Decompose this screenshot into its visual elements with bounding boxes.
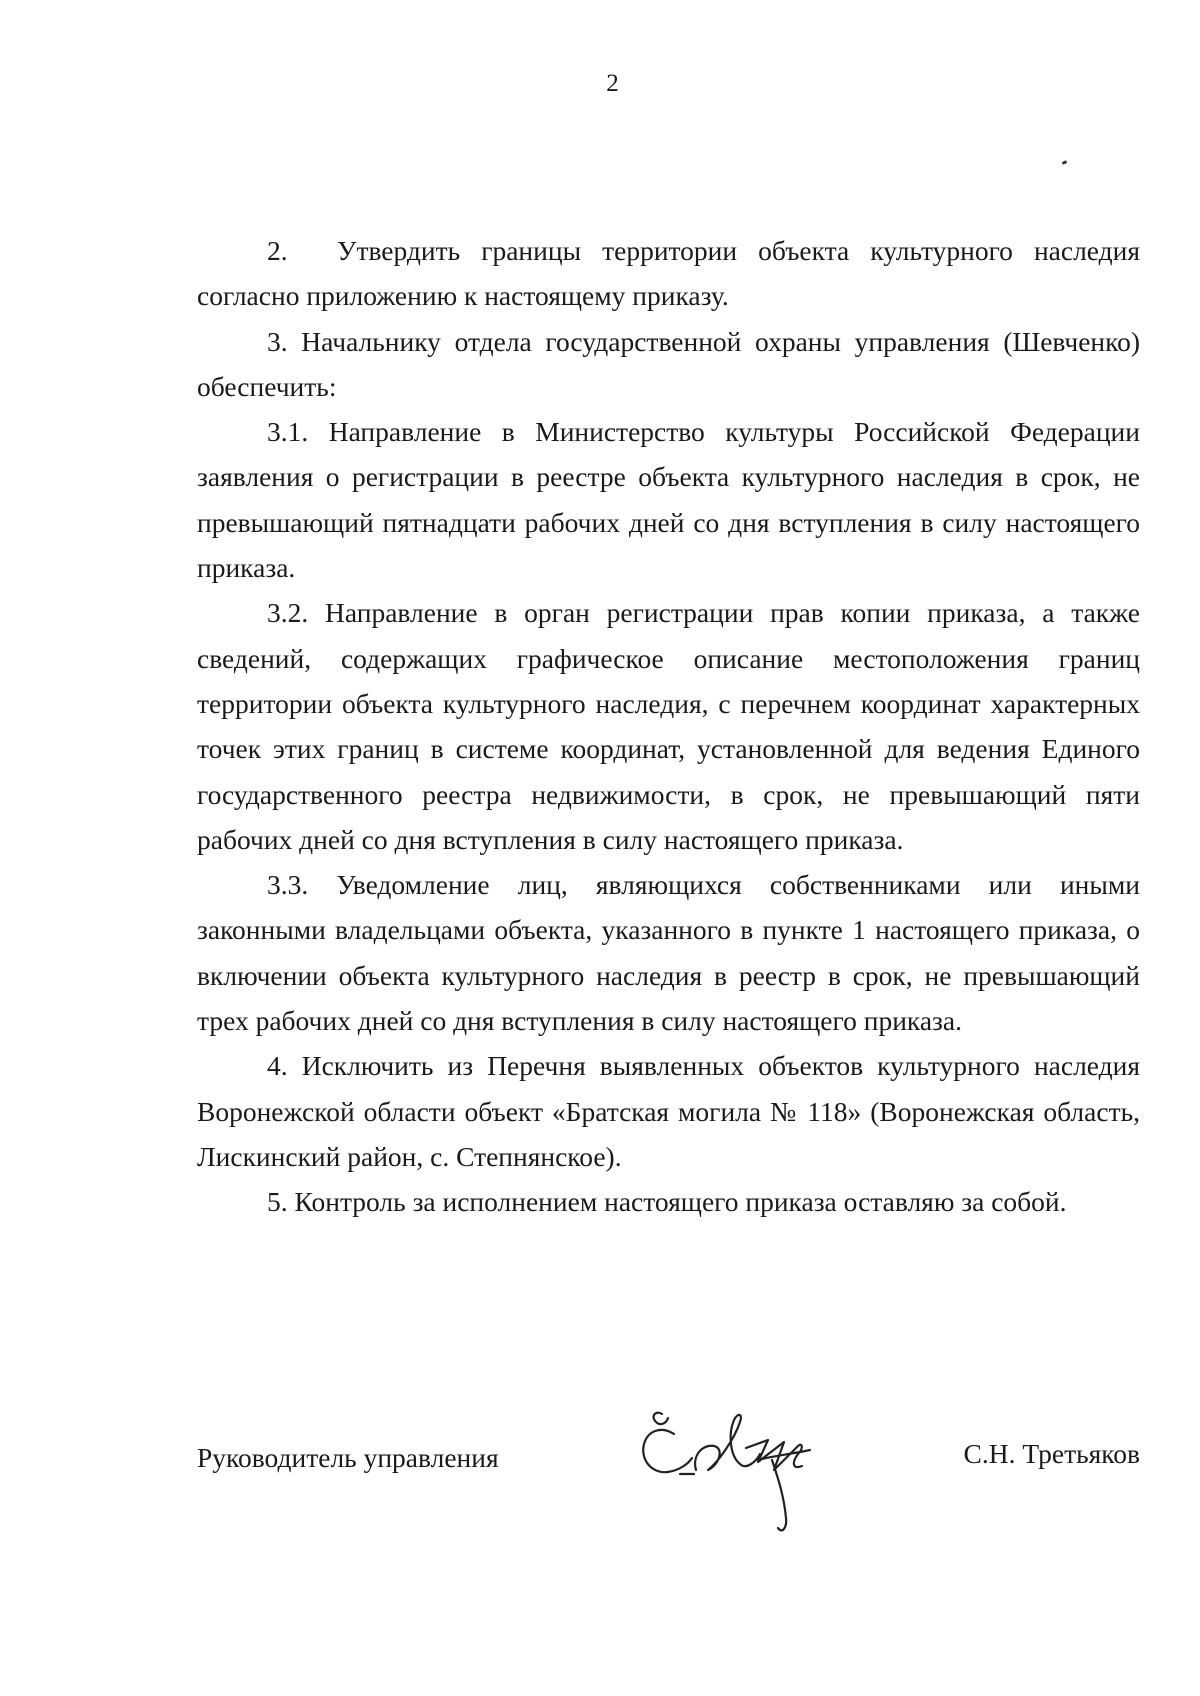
- paragraph-4: 4. Исключить из Перечня выявленных объектов культурного наследия Воронежской области объект «Братская могила № 118» (Воронежская область, Лискинский район, с. Степнянское).: [197, 1050, 1140, 1172]
- scan-speck: [1062, 160, 1068, 165]
- order-body: [197, 228, 1140, 1225]
- paragraph-3-2: 3.2. Направление в орган регистрации прав копии приказа, а также сведений, содержащих графическое описание местоположения границ территории объекта культурного наследия, с перечнем координат характерных точек этих границ в системе координат, установленной для ведения Единого государственного реестра недвижимости, в срок, не превышающий пяти рабочих дней со дня вступления в силу настоящего приказа.: [197, 597, 1140, 855]
- paragraph-3-3: 3.3. Уведомление лиц, являющихся собственниками или иными законными владельцами объекта, указанного в пункте 1 настоящего приказа, о включении объекта культурного наследия в реестр в срок, не превышающий трех рабочих дней со дня вступления в силу настоящего приказа.: [197, 869, 1140, 1037]
- signature-block: [197, 1430, 1140, 1550]
- paragraph-3-1: 3.1. Направление в Министерство культуры Российской Федерации заявления о регистрации в реестре объекта культурного наследия в срок, не превышающий пятнадцати рабочих дней со дня вступления в силу настоящего приказа.: [197, 416, 1140, 584]
- paragraph-2-number: 2.: [267, 235, 288, 266]
- paragraph-2-text: Утвердить границы территории объекта культурного наследия согласно приложению к настоящему приказу.: [197, 235, 1140, 312]
- paragraph-2: [197, 228, 1140, 319]
- page-number: 2: [606, 70, 619, 97]
- paragraph-5: 5. Контроль за исполнением настоящего приказа оставляю за собой.: [267, 1186, 1067, 1218]
- paragraph-3: 3. Начальнику отдела государственной охраны управления (Шевченко) обеспечить:: [197, 325, 1140, 402]
- signer-position: Руководитель управления: [197, 1442, 499, 1473]
- handwritten-signature: [622, 1400, 852, 1540]
- signer-name: С.Н. Третьяков: [963, 1438, 1140, 1469]
